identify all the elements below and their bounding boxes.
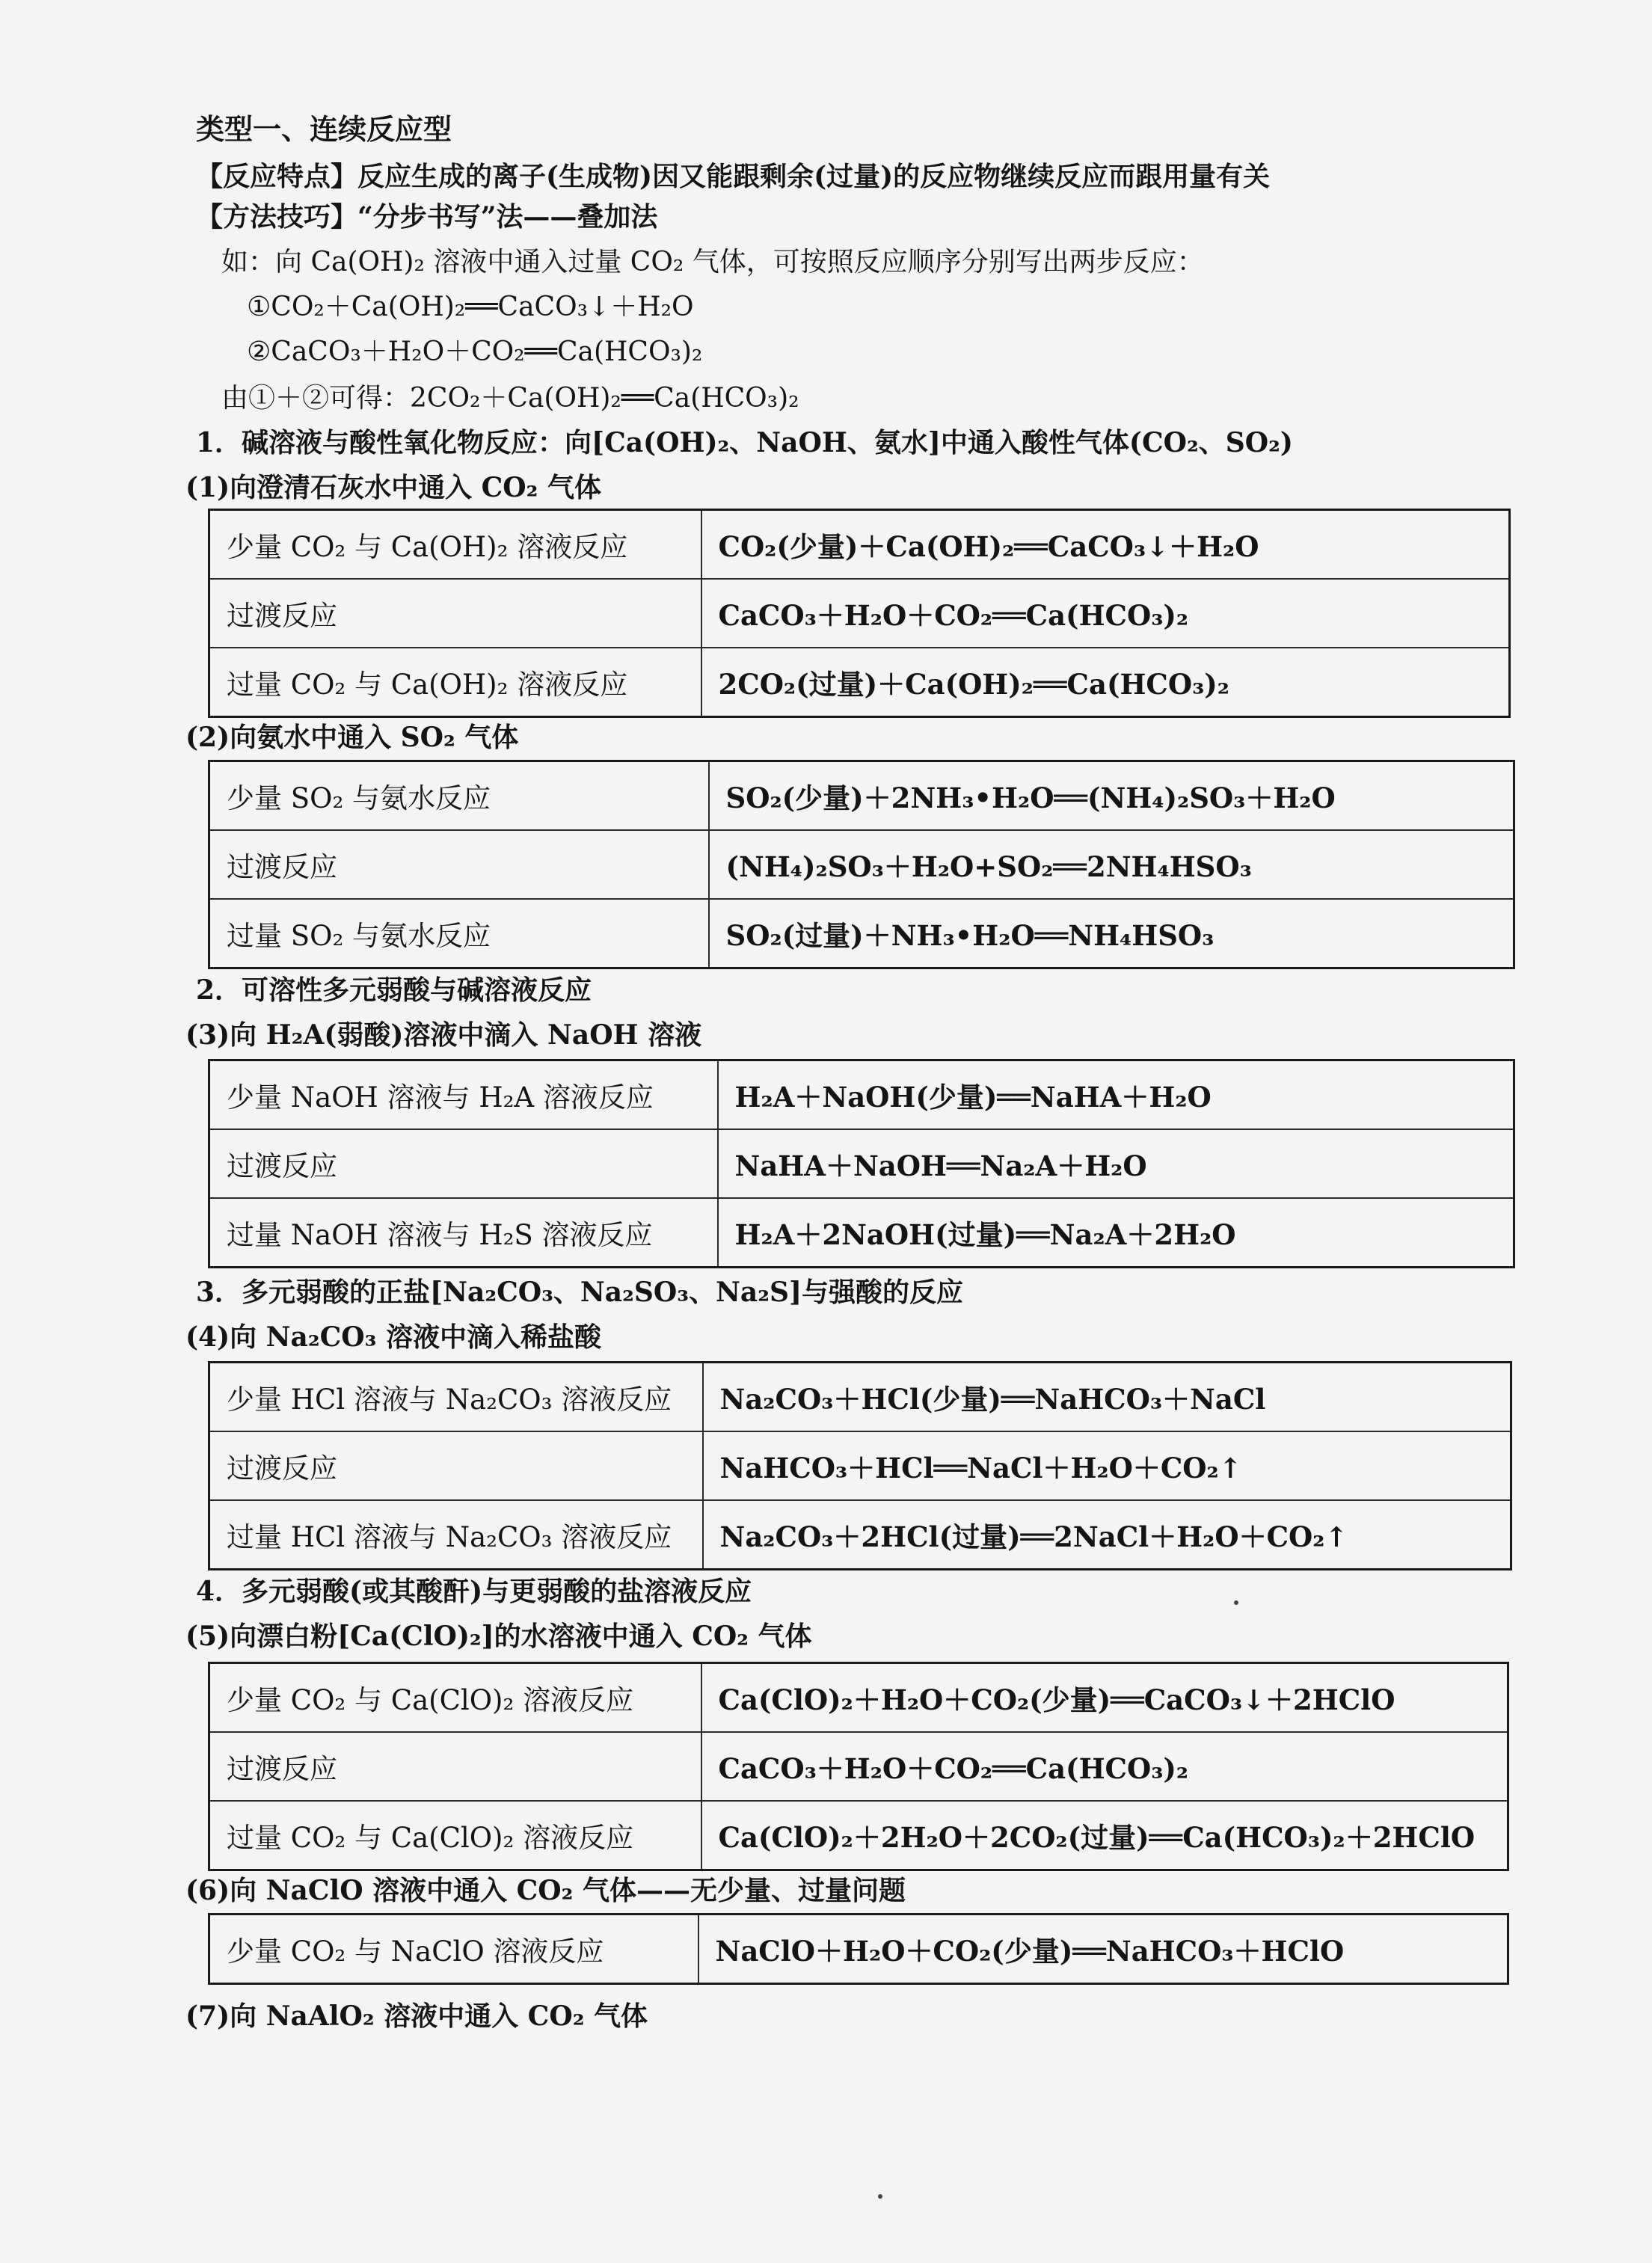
table-row <box>209 830 1514 899</box>
equation-cell: NaHCO₃＋HCl══NaCl＋H₂O＋CO₂↑ <box>703 1431 1511 1500</box>
speck-mark <box>878 2194 882 2199</box>
condition-cell: 过渡反应 <box>209 1431 703 1500</box>
table-row <box>209 1801 1508 1870</box>
example-step-2: ②CaCO₃＋H₂O＋CO₂══Ca(HCO₃)₂ <box>247 337 703 367</box>
example-sum: 由①＋②可得：2CO₂＋Ca(OH)₂══Ca(HCO₃)₂ <box>221 383 799 414</box>
sub-4-title: (4)向 Na₂CO₃ 溶液中滴入稀盐酸 <box>185 1321 601 1353</box>
sub-5-title: (5)向漂白粉[Ca(ClO)₂]的水溶液中通入 CO₂ 气体 <box>185 1621 812 1652</box>
section-1-title: 1．碱溶液与酸性氧化物反应：向[Ca(OH)₂、NaOH、氨水]中通入酸性气体(CO₂、SO₂) <box>196 427 1293 458</box>
table-row <box>209 899 1514 968</box>
condition-cell: 少量 HCl 溶液与 Na₂CO₃ 溶液反应 <box>209 1363 703 1432</box>
equation-cell: SO₂(过量)＋NH₃•H₂O══NH₄HSO₃ <box>709 899 1514 968</box>
method-line: 【方法技巧】“分步书写”法——叠加法 <box>196 201 658 233</box>
sub-2-title: (2)向氨水中通入 SO₂ 气体 <box>185 722 519 753</box>
reaction-table-1 <box>208 509 1511 718</box>
equation-cell: CO₂(少量)＋Ca(OH)₂══CaCO₃↓＋H₂O <box>701 510 1510 580</box>
equation-cell: NaHA＋NaOH══Na₂A＋H₂O <box>718 1129 1514 1198</box>
example-step-1: ①CO₂＋Ca(OH)₂══CaCO₃↓＋H₂O <box>247 292 694 322</box>
reaction-table-6 <box>208 1913 1509 1985</box>
equation-cell: Ca(ClO)₂＋H₂O＋CO₂(少量)══CaCO₃↓＋2HClO <box>701 1663 1508 1733</box>
reaction-table-2 <box>208 760 1515 969</box>
equation-cell: Na₂CO₃＋2HCl(过量)══2NaCl＋H₂O＋CO₂↑ <box>703 1500 1511 1570</box>
equation-cell: 2CO₂(过量)＋Ca(OH)₂══Ca(HCO₃)₂ <box>701 648 1510 717</box>
table-row <box>209 1431 1511 1500</box>
condition-cell: 少量 NaOH 溶液与 H₂A 溶液反应 <box>209 1060 718 1130</box>
condition-cell: 过渡反应 <box>209 579 701 648</box>
reaction-table-4 <box>208 1361 1512 1570</box>
condition-cell: 少量 SO₂ 与氨水反应 <box>209 761 709 831</box>
section-4-title: 4．多元弱酸(或其酸酐)与更弱酸的盐溶液反应 <box>196 1576 752 1607</box>
table-row <box>209 648 1510 717</box>
condition-cell: 过渡反应 <box>209 1129 718 1198</box>
condition-cell: 少量 CO₂ 与 Ca(OH)₂ 溶液反应 <box>209 510 701 580</box>
condition-cell: 过量 HCl 溶液与 Na₂CO₃ 溶液反应 <box>209 1500 703 1570</box>
condition-cell: 过量 CO₂ 与 Ca(ClO)₂ 溶液反应 <box>209 1801 701 1870</box>
condition-cell: 过渡反应 <box>209 830 709 899</box>
sub-7-title: (7)向 NaAlO₂ 溶液中通入 CO₂ 气体 <box>185 2001 648 2032</box>
condition-cell: 过量 NaOH 溶液与 H₂S 溶液反应 <box>209 1198 718 1268</box>
equation-cell: (NH₄)₂SO₃＋H₂O+SO₂══2NH₄HSO₃ <box>709 830 1514 899</box>
sub-3-title: (3)向 H₂A(弱酸)溶液中滴入 NaOH 溶液 <box>185 1019 702 1051</box>
equation-cell: Na₂CO₃＋HCl(少量)══NaHCO₃＋NaCl <box>703 1363 1511 1432</box>
condition-cell: 过量 SO₂ 与氨水反应 <box>209 899 709 968</box>
equation-cell: SO₂(少量)＋2NH₃•H₂O══(NH₄)₂SO₃＋H₂O <box>709 761 1514 831</box>
example-intro: 如：向 Ca(OH)₂ 溶液中通入过量 CO₂ 气体，可按照反应顺序分别写出两步反应： <box>221 247 1204 277</box>
table-row <box>209 1363 1511 1432</box>
table-row <box>209 1500 1511 1570</box>
table-row <box>209 1129 1514 1198</box>
table-row <box>209 1663 1508 1733</box>
table-row <box>209 1198 1514 1268</box>
condition-cell: 过量 CO₂ 与 Ca(OH)₂ 溶液反应 <box>209 648 701 717</box>
condition-cell: 少量 CO₂ 与 NaClO 溶液反应 <box>209 1915 698 1984</box>
section-3-title: 3．多元弱酸的正盐[Na₂CO₃、Na₂SO₃、Na₂S]与强酸的反应 <box>196 1277 964 1308</box>
table-row <box>209 1915 1508 1984</box>
table-row <box>209 1732 1508 1801</box>
sub-1-title: (1)向澄清石灰水中通入 CO₂ 气体 <box>185 472 601 503</box>
table-row <box>209 579 1510 648</box>
speck-mark <box>1234 1600 1238 1605</box>
table-row <box>209 1060 1514 1130</box>
reaction-table-3 <box>208 1059 1515 1268</box>
feature-line: 【反应特点】反应生成的离子(生成物)因又能跟剩余(过量)的反应物继续反应而跟用量有关 <box>196 161 1271 192</box>
table-row <box>209 510 1510 580</box>
sub-6-title: (6)向 NaClO 溶液中通入 CO₂ 气体——无少量、过量问题 <box>185 1875 906 1906</box>
section-heading: 类型一、连续反应型 <box>196 112 452 146</box>
equation-cell: H₂A＋2NaOH(过量)══Na₂A＋2H₂O <box>718 1198 1514 1268</box>
condition-cell: 过渡反应 <box>209 1732 701 1801</box>
table-row <box>209 761 1514 831</box>
equation-cell: CaCO₃＋H₂O＋CO₂══Ca(HCO₃)₂ <box>701 1732 1508 1801</box>
equation-cell: CaCO₃＋H₂O＋CO₂══Ca(HCO₃)₂ <box>701 579 1510 648</box>
equation-cell: Ca(ClO)₂＋2H₂O＋2CO₂(过量)══Ca(HCO₃)₂＋2HClO <box>701 1801 1508 1870</box>
section-2-title: 2．可溶性多元弱酸与碱溶液反应 <box>196 974 592 1006</box>
equation-cell: H₂A＋NaOH(少量)══NaHA＋H₂O <box>718 1060 1514 1130</box>
reaction-table-5 <box>208 1662 1509 1871</box>
equation-cell: NaClO＋H₂O＋CO₂(少量)══NaHCO₃＋HClO <box>698 1915 1508 1984</box>
condition-cell: 少量 CO₂ 与 Ca(ClO)₂ 溶液反应 <box>209 1663 701 1733</box>
